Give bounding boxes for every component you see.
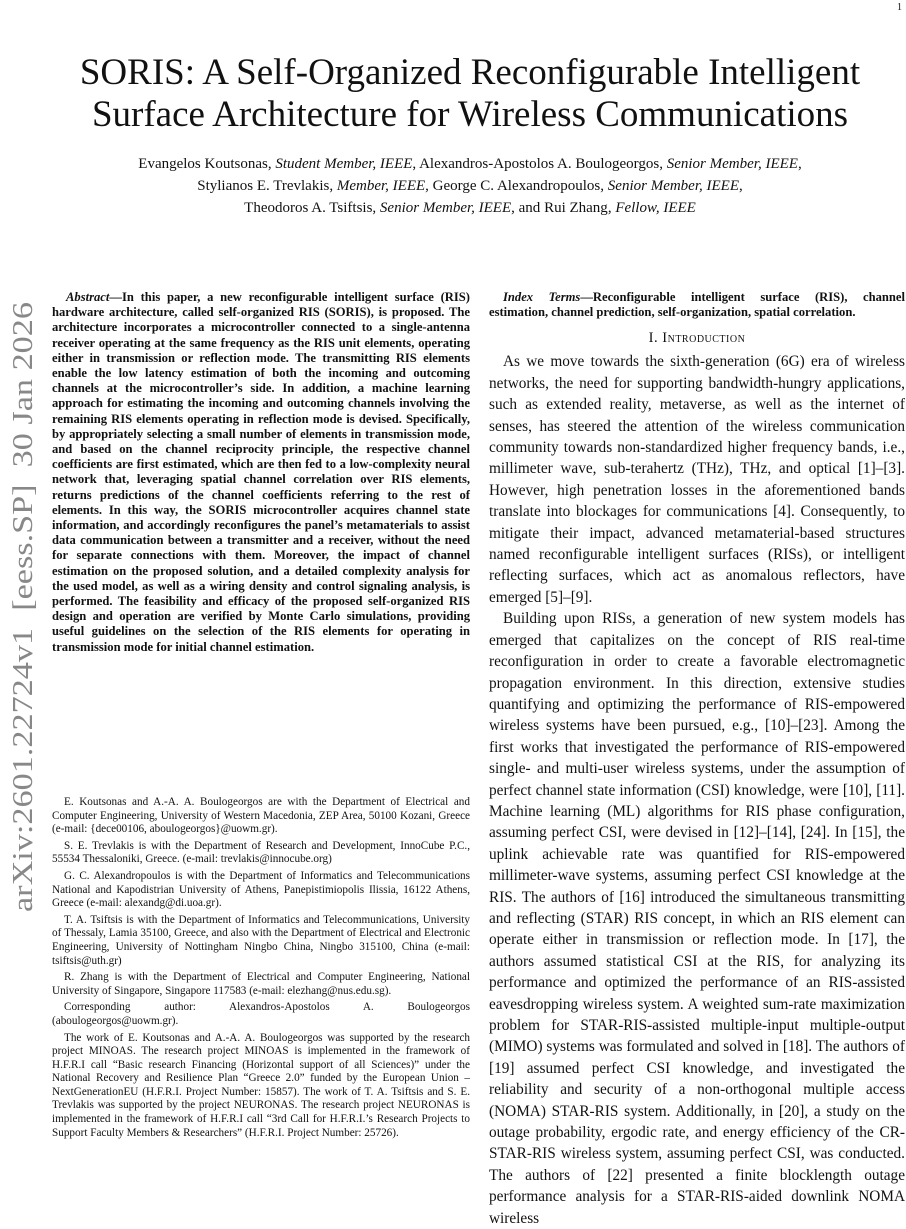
section-heading (489, 330, 905, 347)
footnote: S. E. Trevlakis is with the Department of Research and Development, InnoCube P.C., 55534 Thessaloniki, Greece. (e-mail: trevlakis@innocube.org) (52, 839, 470, 866)
index-terms-text: Reconfigurable intelligent surface (RIS), channel estimation, channel prediction, self-organization, spatial correlation. (489, 290, 905, 320)
footnote: The work of E. Koutsonas and A.-A. A. Boulogeorgos was supported by the research project MINOAS. The research project MINOAS is implemented in the framework of H.F.R.I call “Basic research Financing (Horizontal support of all Sciences)” under the National Recovery and Resilience Plan “Greece 2.0” funded by the European Union – NextGenerationEU (H.F.R.I. Project Number: 15857). The work of T. A. Tsiftsis and S. E. Trevlakis was supported by the project NEURONAS. The research project NEURONAS is implemented in the framework of H.F.R.I call “3rd Call for H.F.R.I.’s Research Projects to Support Faculty Members & Researchers” (H.F.R.I. Project Number: 25726). (52, 1031, 470, 1139)
author-name: Alexandros-Apostolos A. Boulogeorgos (419, 156, 660, 172)
footnote: G. C. Alexandropoulos is with the Department of Informatics and Telecommunications National and Kapodistrian University of Athens, Panepistimiopolis Ilissia, 16122 Athens, Greece (e-mail: alexandg@di.uoa.gr). (52, 869, 470, 910)
section-title: Introduction (662, 330, 746, 347)
author-list: Evangelos Koutsonas, Student Member, IEEE, Alexandros-Apostolos A. Boulogeorgos, Senior Member, IEEE, Stylianos E. Trevlakis, Member, IEEE, George C. Alexandropoulos, Senior Member, IEEE, Theodoros A. Tsiftsis, Senior Member, IEEE, and Rui Zhang, Fellow, IEEE (138, 156, 802, 216)
index-terms: Index Terms—Reconfigurable intelligent surface (RIS), channel estimation, channel prediction, self-organization, spatial correlation. (489, 290, 905, 320)
footnotes (52, 796, 470, 1143)
author-role: Member, IEEE (336, 178, 426, 194)
body-paragraph: Building upon RISs, a generation of new system models has emerged that capitalizes on the concept of RIS real-time reconfiguration in order to create a favorable electromagnetic propagation environment. In this direction, extensive studies quantifying and optimizing the performance of RIS-empowered wireless systems have been pursued, e.g., [10]–[23]. Among the first works that investigated the performance of RIS-empowered single- and multi-user wireless systems, under the assumption of perfect channel state information (CSI) knowledge, were [10], [11]. Machine learning (ML) algorithms for RIS phase configuration, assuming perfect CSI, were devised in [12]–[14], [24]. In [15], the uplink achievable rate was quantified for RIS-empowered millimeter-wave systems, assuming perfect CSI knowledge at the RIS. The authors of [16] introduced the simultaneous transmitting and reflecting (STAR) RIS concept, in which an RIS element can operate either in transmission or reflection mode. In [17], the authors assumed statistical CSI at the RIS, for analyzing its performance and optimized the performance of an RIS-assisted eavesdropping wireless system. A weighted sum-rate maximization problem for STAR-RIS-assisted multiple-input multiple-output (MIMO) systems was formulated and solved in [18]. The authors of [19] assumed perfect CSI knowledge, and investigated the reliability and security of a non-orthogonal multiple access (NOMA) STAR-RIS system. Additionally, in [20], a study on the outage probability, ergodic rate, and energy efficiency of the CR-STAR-RIS wireless system, assuming perfect CSI, was conducted. The authors of [22] presented a finite blocklength outage performance analysis for a STAR-RIS-aided downlink NOMA wireless (489, 610, 905, 1227)
author-role: Senior Member, IEEE (666, 156, 798, 172)
author-role: Senior Member, IEEE (379, 200, 512, 216)
abstract-label: Abstract (66, 290, 110, 304)
author-name: Rui Zhang (544, 200, 608, 216)
arxiv-stamp-text: arXiv:2601.22724v1 [eess.SP] 30 Jan 2026 (8, 403, 39, 912)
page-number: 1 (897, 2, 902, 13)
arxiv-stamp-svg (2, 300, 44, 920)
author-name: Stylianos E. Trevlakis (197, 178, 330, 194)
body-paragraph: As we move towards the sixth-generation (6G) era of wireless networks, the need for supporting bandwidth-hungry applications, such as extended reality, metaverse, as well as the internet of senses, has steered the attention of the wireless communication community towards non-standardized higher frequency bands, i.e., millimeter wave, sub-terahertz (THz), THz, and optical [1]–[3]. However, high penetration losses in the aforementioned bands translate into blockages for communications [4]. Consequently, to mitigate their impact, advanced metamaterial-based structures named reconfigurable intelligent surfaces (RISs), or intelligent reflecting surfaces, which act as anomalous reflectors, have emerged [5]–[9]. (489, 353, 905, 606)
footnote: E. Koutsonas and A.-A. A. Boulogeorgos are with the Department of Electrical and Computer Engineering, University of Western Macedonia, ZEP Area, 50100 Kozani, Greece (e-mail: {dece00106, aboulogeorgos}@uowm.gr). (52, 796, 470, 836)
footnote: R. Zhang is with the Department of Electrical and Computer Engineering, National University of Singapore, Singapore 117583 (e-mail: elezhang@nus.edu.sg). (52, 971, 470, 997)
abstract-text: In this paper, a new reconfigurable intelligent surface (RIS) hardware architecture, called self-organized RIS (SORIS), is proposed. The architecture incorporates a microcontroller connected to a single-antenna receiver operating at the same frequency as the RIS unit elements, operating either in transmission or reflection mode. The transmitting RIS elements enable the low latency estimation of both the incoming and outcoming channels at the microcontroller’s side. In addition, a machine learning approach for estimating the incoming and outcoming channels involving the remaining RIS elements operating in reflection mode is devised. Specifically, by appropriately selecting a small number of elements in transmission mode, and based on the channel reciprocity principle, the respective channel coefficients are first estimated, which are then fed to a low-complexity neural network that, leveraging spatial channel correlation over RIS elements, returns predictions of the channel coefficients referring to the rest of elements. In this way, the SORIS microcontroller acquires channel state information, and accordingly reconfigures the panel’s metamaterials to assist data communication between a transmitter and a receiver, without the need for separate connections with them. Moreover, the impact of channel estimation on the proposed solution, and a detailed complexity analysis for the used model, as well as a wiring density and control signaling analysis, is performed. The feasibility and efficacy of the proposed self-organized RIS design and operation are verified by Monte Carlo simulations, providing useful guidelines on the selection of the RIS elements for operating in transmission mode for initial channel estimation. (52, 290, 470, 654)
author-name: Evangelos Koutsonas (138, 156, 268, 172)
right-column (489, 290, 905, 1229)
footnote: T. A. Tsiftsis is with the Department of Informatics and Telecommunications, University of Thessaly, Lamia 35100, Greece, and also with the Department of Electrical and Electronic Engineering, University of Nottingham Ningbo China, Ningbo 315100, China (e-mail: tsiftsis@uth.gr) (52, 913, 470, 967)
index-terms-label: Index Terms (503, 290, 581, 304)
abstract: Abstract—In this paper, a new reconfigurable intelligent surface (RIS) hardware architecture, called self-organized RIS (SORIS), is proposed. The architecture incorporates a microcontroller connected to a single-antenna receiver operating at the same frequency as the RIS unit elements, operating either in transmission or reflection mode. The transmitting RIS elements enable the low latency estimation of both the incoming and outcoming channels at the microcontroller’s side. In addition, a machine learning approach for estimating the incoming and outcoming channels involving the remaining RIS elements operating in reflection mode is devised. Specifically, by appropriately selecting a small number of elements in transmission mode, and based on the channel reciprocity principle, the respective channel coefficients are first estimated, which are then fed to a low-complexity neural network that, leveraging spatial channel correlation over RIS elements, returns predictions of the channel coefficients referring to the rest of elements. In this way, the SORIS microcontroller acquires channel state information, and accordingly reconfigures the panel’s metamaterials to assist data communication between a transmitter and a receiver, without the need for separate connections with them. Moreover, the impact of channel estimation on the proposed solution, and a detailed complexity analysis for the used model, as well as a wiring density and control signaling analysis, is performed. The feasibility and efficacy of the proposed self-organized RIS design and operation are verified by Monte Carlo simulations, providing useful guidelines on the selection of the RIS elements for operating in transmission mode for initial channel estimation. (52, 290, 470, 654)
footnote: Corresponding author: Alexandros-Apostolos A. Boulogeorgos (aboulogeorgos@uowm.gr). (52, 1001, 470, 1027)
section-number: I. (648, 330, 659, 347)
arxiv-stamp (2, 300, 44, 920)
left-column (52, 290, 470, 655)
author-name: George C. Alexandropoulos (432, 178, 601, 194)
author-role: Student Member, IEEE (275, 156, 413, 172)
author-role: Fellow, IEEE (615, 200, 696, 216)
author-role: Senior Member, IEEE (607, 178, 739, 194)
author-name: Theodoros A. Tsiftsis (244, 200, 373, 216)
paper-title: SORIS: A Self-Organized Reconfigurable Intelligent Surface Architecture for Wireless Communications (79, 52, 861, 135)
